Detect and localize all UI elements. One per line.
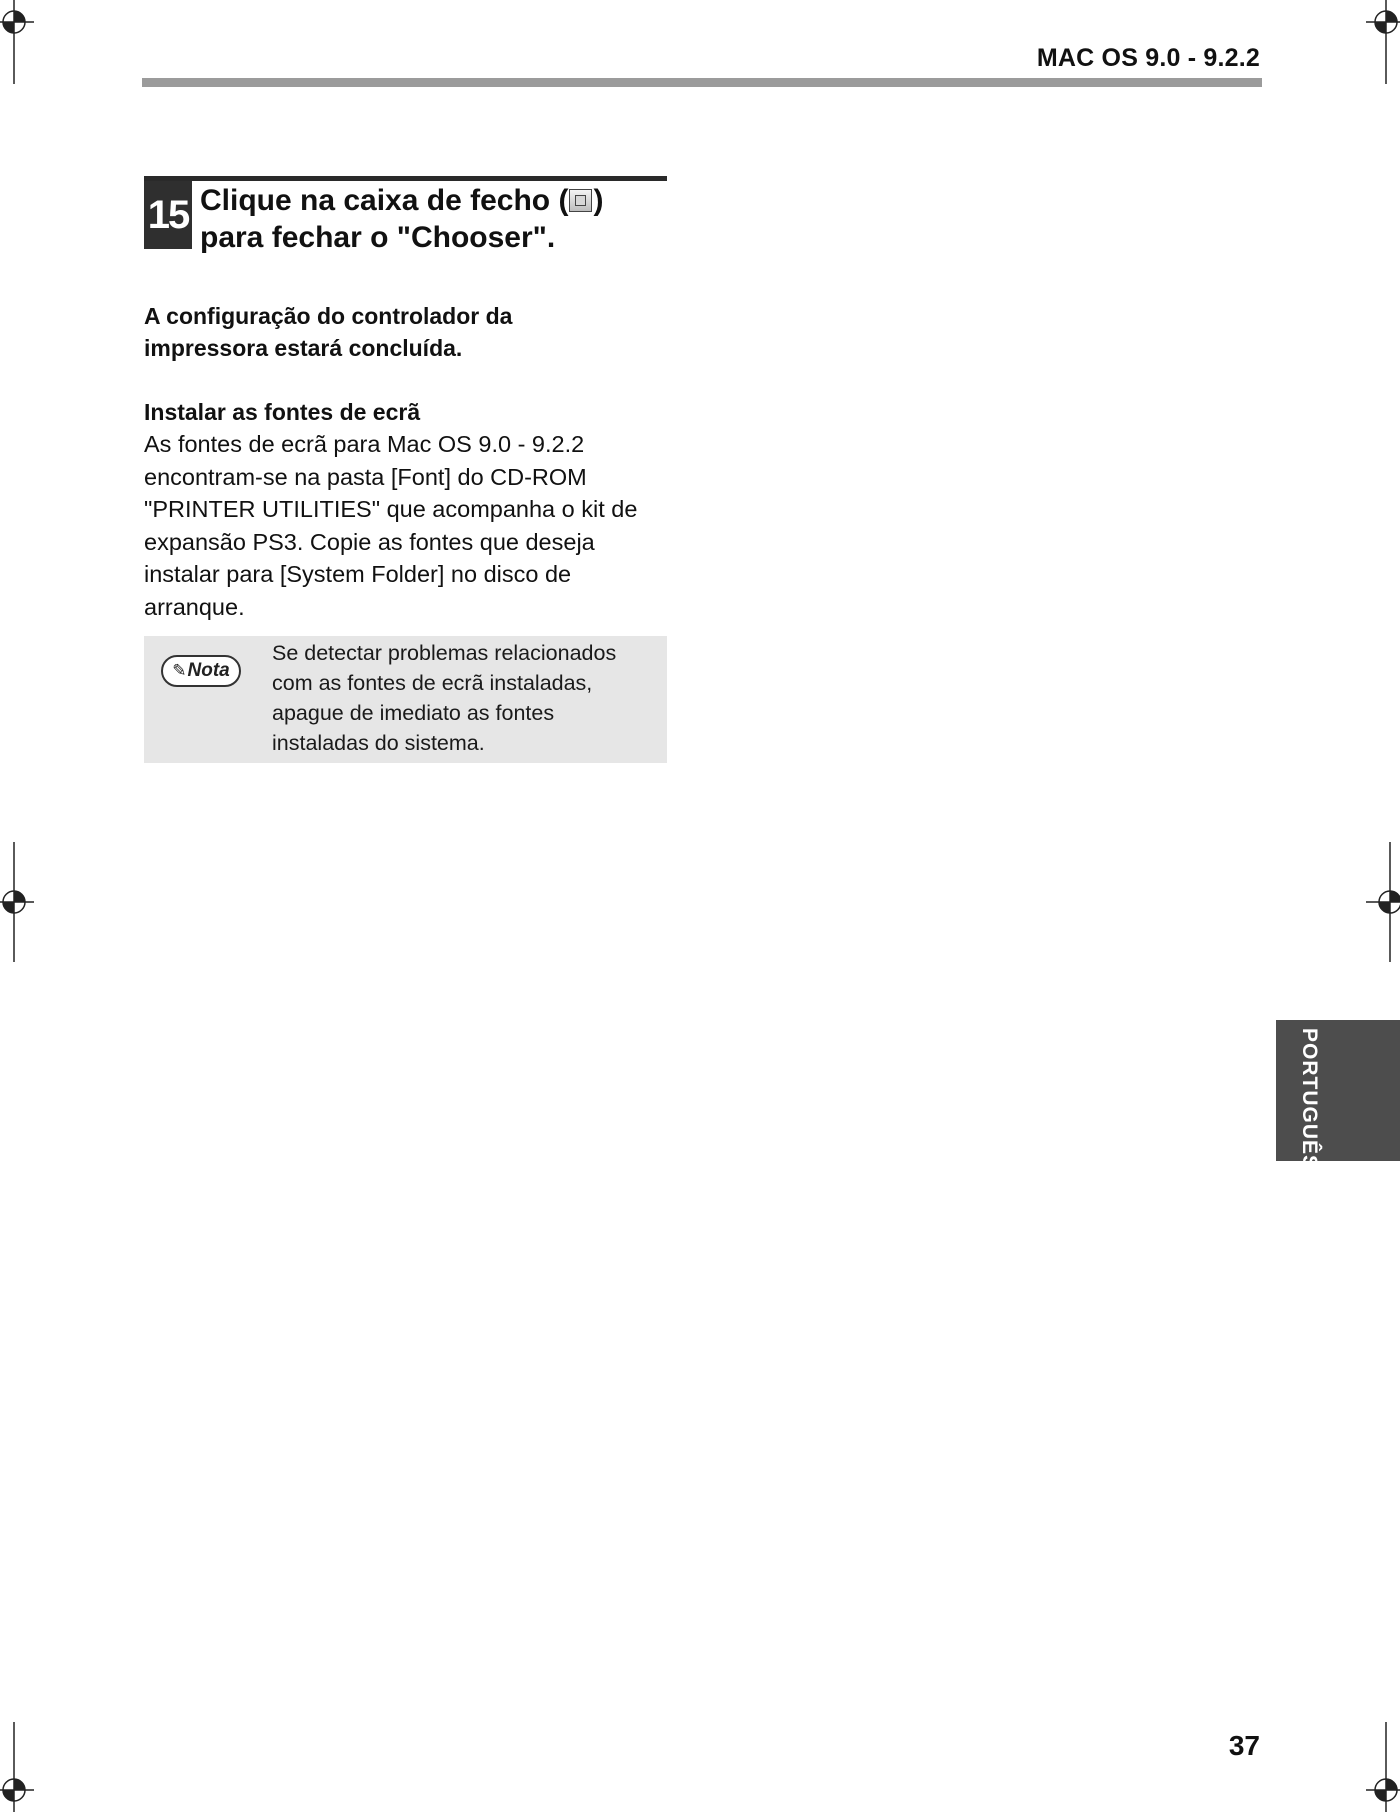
language-tab-label: PORTUGUÊS [1298, 1028, 1321, 1171]
note-line: Se detectar problemas relacionados [272, 641, 617, 665]
step-number: 15 [147, 192, 189, 237]
note-line: com as fontes de ecrã instaladas, [272, 671, 593, 695]
step-title-line2: para fechar o "Chooser". [200, 221, 556, 254]
body-line: instalar para [System Folder] no disco de [144, 561, 572, 587]
section-header: MAC OS 9.0 - 9.2.2 [1036, 44, 1260, 72]
section-heading: Instalar as fontes de ecrã [144, 399, 421, 425]
page-number: 37 [1228, 1730, 1260, 1761]
note-line: apague de imediato as fontes [272, 701, 555, 725]
body-line: arranque. [144, 593, 245, 620]
step-title-part1: Clique na caixa de fecho ( [200, 184, 569, 217]
note-line: instaladas do sistema. [272, 731, 485, 755]
body-line: expansão PS3. Copie as fontes que deseja [144, 528, 595, 555]
note-badge-label: Nota [187, 660, 230, 681]
body-line: encontram-se na pasta [Font] do CD-ROM [144, 463, 587, 490]
body-line: As fontes de ecrã para Mac OS 9.0 - 9.2.2 [144, 431, 585, 457]
completion-line: A configuração do controlador da [144, 303, 513, 329]
pencil-icon: ✎ [172, 661, 187, 680]
body-line: "PRINTER UTILITIES" que acompanha o kit de [144, 496, 638, 522]
completion-line: impressora estará concluída. [144, 335, 463, 361]
step-title-part2: ) [593, 184, 604, 217]
